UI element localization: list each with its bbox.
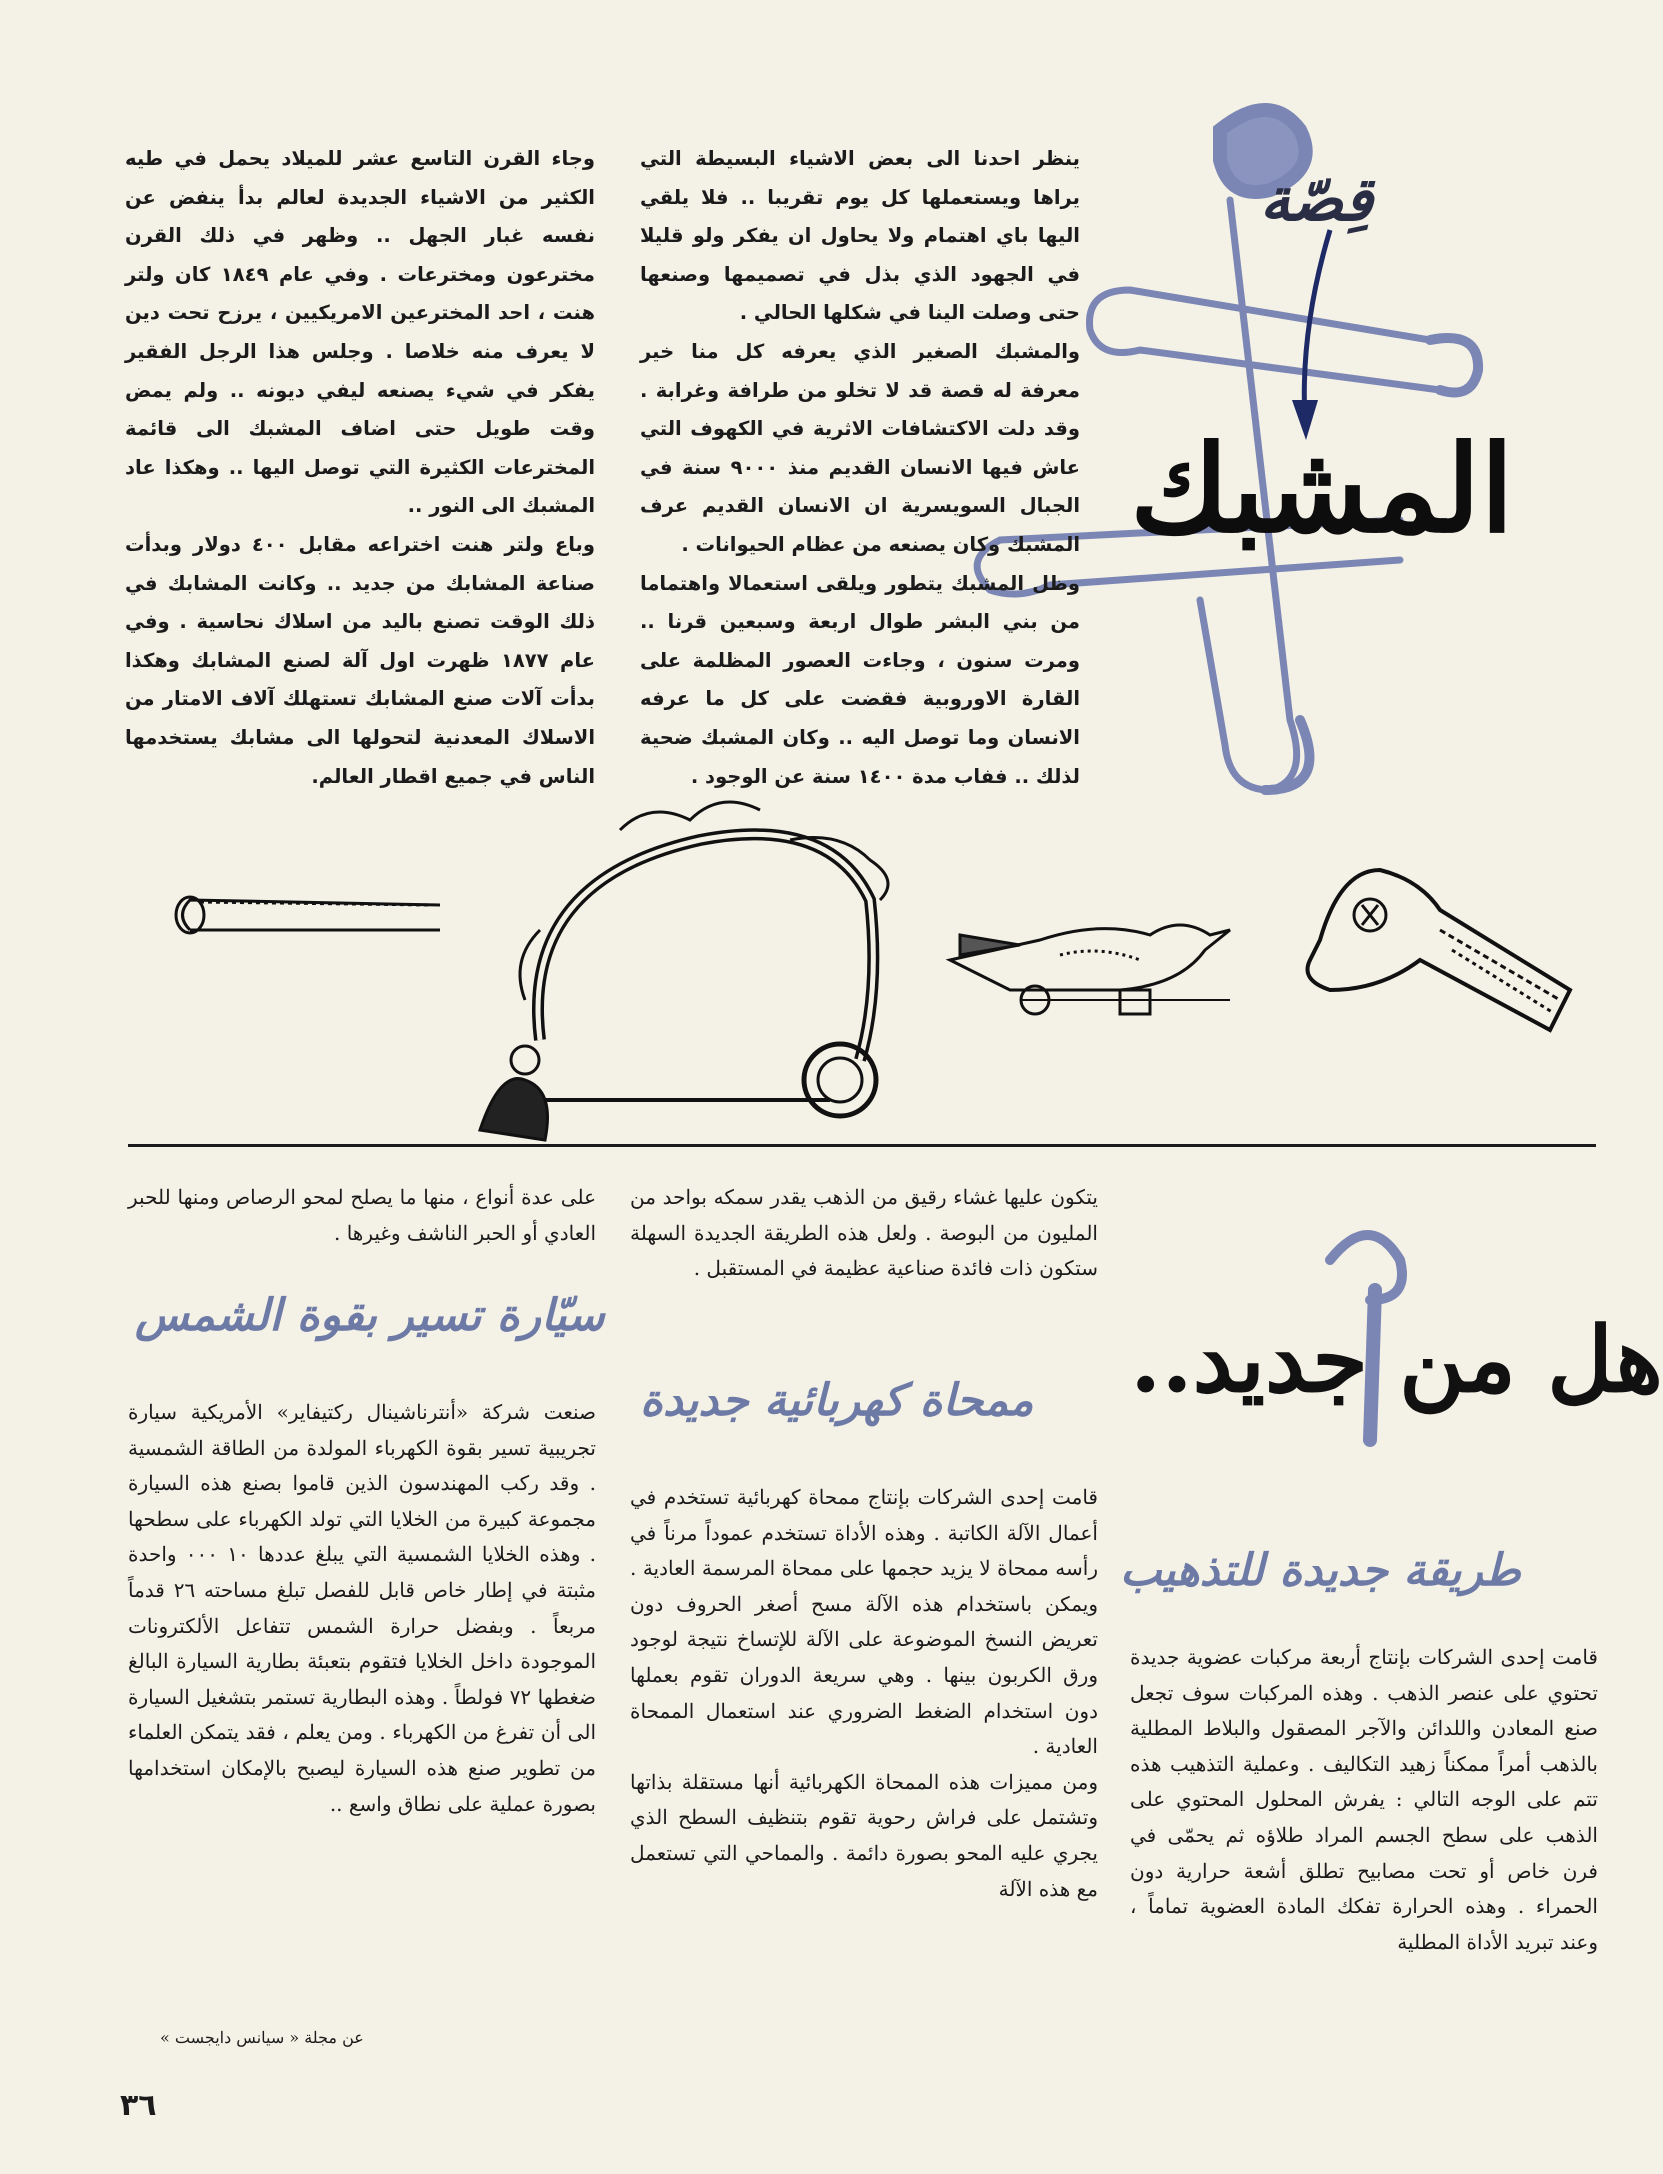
eraser-heading: ممحاة كهربائية جديدة <box>640 1375 1034 1426</box>
gold-plating-text: قامت إحدى الشركات بإنتاج أربعة مركبات عضوية جديدة تحتوي على عنصر الذهب . وهذه المركبات سوف تجعل صنع المعادن واللدائن والآجر المصقول والبلاط المطلية بالذهب أمراً ممكناً زهيد التكاليف . وعملية التذهيب هذه تتم على الوجه التالي : يفرش المحلول المحتوي على الذهب على سطح الجسم المراد طلاؤه ثم يحمّى في فرن خاص أو تحت مصابيح تطلق أشعة حرارية دون الحمراء . وهذه الحرارة تفكك المادة العضوية تماماً ، وعند تبريد الأداة المطلية <box>1130 1645 1598 1954</box>
brooch-illustrations <box>176 802 1570 1140</box>
middle-intro-text: يتكون عليها غشاء رقيق من الذهب يقدر سمكه بواحد من المليون من البوصة . ولعل هذه الطريقة الجديدة السهلة ستكون ذات فائدة صناعية عظيمة في المستقبل . <box>630 1185 1098 1281</box>
section-main-title: هل من جديد.. <box>1130 1307 1663 1413</box>
solar-car-heading: سيّارة تسير بقوة الشمس <box>135 1290 605 1341</box>
story-column-right: ينظر احدنا الى بعض الاشياء البسيطة التي يراها ويستعملها كل يوم تقريبا .. فلا يلقي اليها باي اهتمام ولا يحاول ان يفكر ولو قليلا في الجهود الذي بذل في تصميمها وصنعها حتى وصلت الينا في شكلها الحالي . والمشبك الصغير الذي يعرفه كل منا خير معرفة له قصة قد لا تخلو من طرافة وغرابة . وقد دلت الاكتشافات الاثرية في الكهوف التي عاش فيها الانسان القديم منذ ٩٠٠٠ سنة في الجبال السويسرية ان الانسان القديم عرف المشبك وكان يصنعه من عظام الحيوانات . وظل المشبك يتطور ويلقى استعمالا واهتماما من بني البشر طوال اربعة وسبعين قرنا .. ومرت سنون ، وجاءت العصور المظلمة على القارة الاوروبية فقضت على كل ما عرفه الانسان وما توصل اليه .. وكان المشبك ضحية لذلك .. ففاب مدة ١٤٠٠ سنة عن الوجود . <box>640 147 1080 788</box>
section-divider <box>128 1144 1596 1147</box>
solar-car-text: صنعت شركة «أنترناشينال ركتيفاير» الأمريكية سيارة تجريبية تسير بقوة الكهرباء المولدة من الطاقة الشمسية . وقد ركب المهندسون الذين قاموا بصنع هذه السيارة مجموعة كبيرة من الخلايا التي تولد الكهرباء على سطحها . وهذه الخلايا الشمسية التي يبلغ عددها ١٠ ٠٠٠ واحدة مثبتة في إطار خاص قابل للفصل تبلغ مساحته ٢٦ قدماً مربعاً . وبفضل حرارة الشمس تتفاعل الألكترونات الموجودة داخل الخلايا فتقوم بتعبئة بطارية السيارة البالغ ضغطها ٧٢ فولطاً . وهذه البطارية تستمر بتشغيل السيارة الى أن تفرغ من الكهرباء . ومن يعلم ، فقد يتمكن العلماء من تطوير صنع هذه السيارة ليصبح بالإمكان استخدامها بصورة عملية على نطاق واسع .. <box>128 1400 596 1816</box>
source-note: عن مجلة « سيانس دايجست » <box>160 2028 364 2047</box>
story-title-line2: المشبك <box>1130 419 1514 560</box>
left-intro-text: على عدة أنواع ، منها ما يصلح لمحو الرصاص ومنها للحبر العادي أو الحبر الناشف وغيرها . <box>128 1185 596 1245</box>
story-title-line1: قِصّة <box>1260 165 1373 235</box>
eraser-text: قامت إحدى الشركات بإنتاج ممحاة كهربائية تستخدم في أعمال الآلة الكاتبة . وهذه الأداة تستخدم عموداً مرناً في رأسه ممحاة لا يزيد حجمها على ممحاة المرسمة العادية . ويمكن باستخدام هذه الآلة مسح أصغر الحروف دون تعريض النسخ الموضوعة على الآلة للإتساخ نتيجة لوجود ورق الكربون بينها . وهي سريعة الدوران تقوم بعملها دون استخدام الضغط الضروري عند استعمال الممحاة العادية . ومن مميزات هذه الممحاة الكهربائية أنها مستقلة بذاتها وتشتمل على فراش رحوية تقوم بتنظيف السطح الذي يجري عليه المحو بصورة دائمة . والمماحي التي تستعمل مع هذه الآلة <box>630 1485 1098 1901</box>
page-number: ٣٦ <box>120 2088 157 2123</box>
story-column-left: وجاء القرن التاسع عشر للميلاد يحمل في طيه الكثير من الاشياء الجديدة لعالم بدأ ينفض عن نفسه غبار الجهل .. وظهر في ذلك القرن مخترعون ومخترعات . وفي عام ١٨٤٩ كان ولتر هنت ، احد المخترعين الامريكيين ، يرزح تحت دين لا يعرف منه خلاصا . وجلس هذا الرجل الفقير يفكر في شيء يصنعه ليفي ديونه .. ولم يمض وقت طويل حتى اضاف المشبك الى قائمة المخترعات الكثيرة التي توصل اليها .. وهكذا عاد المشبك الى النور .. وباع ولتر هنت اختراعه مقابل ٤٠٠ دولار وبدأت صناعة المشابك من جديد .. وكانت المشابك في ذلك الوقت تصنع باليد من اسلاك نحاسية . وفي عام ١٨٧٧ ظهرت اول آلة لصنع المشابك وهكذا بدأت آلات صنع المشابك تستهلك آلاف الامتار من الاسلاك المعدنية لتحولها الى مشابك يستخدمها الناس في جميع اقطار العالم. <box>125 147 595 788</box>
gold-plating-heading: طريقة جديدة للتذهيب <box>1120 1545 1521 1596</box>
